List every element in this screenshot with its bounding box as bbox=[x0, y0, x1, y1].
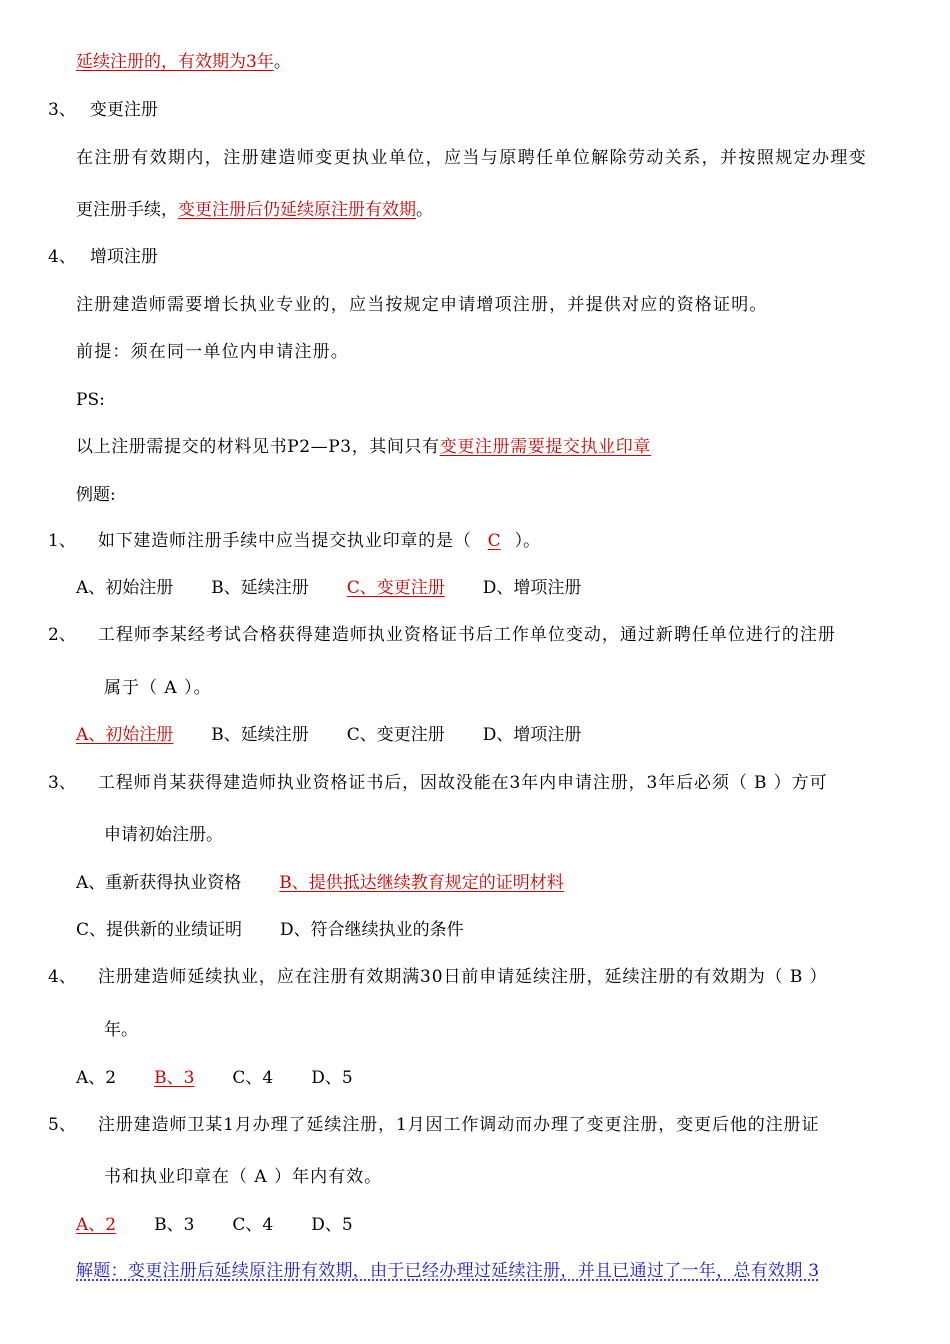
section-4-prerequisite: 前提：须在同一单位内申请注册。 bbox=[76, 342, 349, 362]
section-3-paragraph-line-2: 更注册手续，变更注册后仍延续原注册有效期。 bbox=[76, 200, 433, 220]
question-2: 2、 工程师李某经考试合格获得建造师执业资格证书后工作单位变动，通过新聘任单位进行的注册 bbox=[48, 625, 836, 645]
question-4: 4、 注册建造师延续执业，应在注册有效期满30日前申请延续注册，延续注册的有效期为（ B ） bbox=[48, 967, 828, 987]
option-correct: A、初始注册 bbox=[76, 725, 174, 745]
option: C、4 bbox=[232, 1215, 274, 1235]
question-3-options-row-1 bbox=[76, 872, 564, 894]
option: B、3 bbox=[154, 1215, 195, 1235]
section-3-paragraph-line-1: 在注册有效期内，注册建造师变更执业单位，应当与原聘任单位解除劳动关系，并按照规定办理变 bbox=[76, 148, 868, 168]
option: A、初始注册 bbox=[76, 578, 174, 598]
option: A、重新获得执业资格 bbox=[76, 873, 242, 893]
option: D、5 bbox=[311, 1215, 353, 1235]
examples-label: 例题: bbox=[76, 485, 116, 505]
section-4-heading: 4、 增项注册 bbox=[48, 247, 158, 267]
question-1: 1、 如下建造师注册手续中应当提交执业印章的是（ C ）。 bbox=[48, 531, 541, 551]
option: C、提供新的业绩证明 bbox=[76, 920, 243, 940]
ps-label: PS: bbox=[76, 390, 105, 410]
option: B、延续注册 bbox=[211, 578, 309, 598]
option-correct: B、提供抵达继续教育规定的证明材料 bbox=[279, 873, 564, 893]
answer-blank: C bbox=[487, 531, 501, 551]
section-4-paragraph: 注册建造师需要增长执业专业的，应当按规定申请增项注册，并提供对应的资格证明。 bbox=[76, 295, 768, 315]
solution-explanation: 解题：变更注册后延续原注册有效期，由于已经办理过延续注册，并且已通过了一年，总有效期 3 bbox=[76, 1261, 820, 1281]
option-correct: B、3 bbox=[154, 1068, 195, 1088]
continuation-note: 延续注册的，有效期为3年。 bbox=[76, 52, 291, 72]
question-5-options bbox=[76, 1214, 353, 1236]
question-1-options bbox=[76, 577, 581, 599]
question-3: 3、 工程师肖某获得建造师执业资格证书后，因故没能在3年内申请注册，3年后必须（ B ）方可 bbox=[48, 773, 828, 793]
highlight-text: 延续注册的，有效期为3年 bbox=[76, 52, 274, 72]
question-5-continued: 书和执业印章在（ A ）年内有效。 bbox=[104, 1167, 383, 1187]
question-2-options bbox=[76, 724, 581, 746]
highlight-text: 变更注册后仍延续原注册有效期 bbox=[178, 200, 416, 220]
option-correct: C、变更注册 bbox=[346, 578, 445, 598]
option: D、5 bbox=[311, 1068, 353, 1088]
question-4-continued: 年。 bbox=[104, 1020, 138, 1040]
highlight-text: 变更注册需要提交执业印章 bbox=[439, 437, 651, 457]
question-5: 5、 注册建造师卫某1月办理了延续注册，1月因工作调动而办理了变更注册，变更后他的注册证 bbox=[48, 1115, 820, 1135]
option: B、延续注册 bbox=[211, 725, 309, 745]
section-3-heading: 3、 变更注册 bbox=[48, 100, 158, 120]
option: D、增项注册 bbox=[482, 578, 582, 598]
option: A、2 bbox=[76, 1068, 117, 1088]
question-2-continued: 属于（ A ）。 bbox=[104, 678, 212, 698]
question-4-options bbox=[76, 1067, 353, 1089]
ps-note: 以上注册需提交的材料见书P2—P3，其间只有变更注册需要提交执业印章 bbox=[76, 437, 651, 457]
question-3-continued: 申请初始注册。 bbox=[104, 825, 223, 845]
option: C、4 bbox=[232, 1068, 274, 1088]
question-3-options-row-2 bbox=[76, 919, 464, 941]
option-correct: A、2 bbox=[76, 1215, 117, 1235]
option: C、变更注册 bbox=[346, 725, 445, 745]
option: D、符合继续执业的条件 bbox=[280, 920, 464, 940]
option: D、增项注册 bbox=[482, 725, 582, 745]
